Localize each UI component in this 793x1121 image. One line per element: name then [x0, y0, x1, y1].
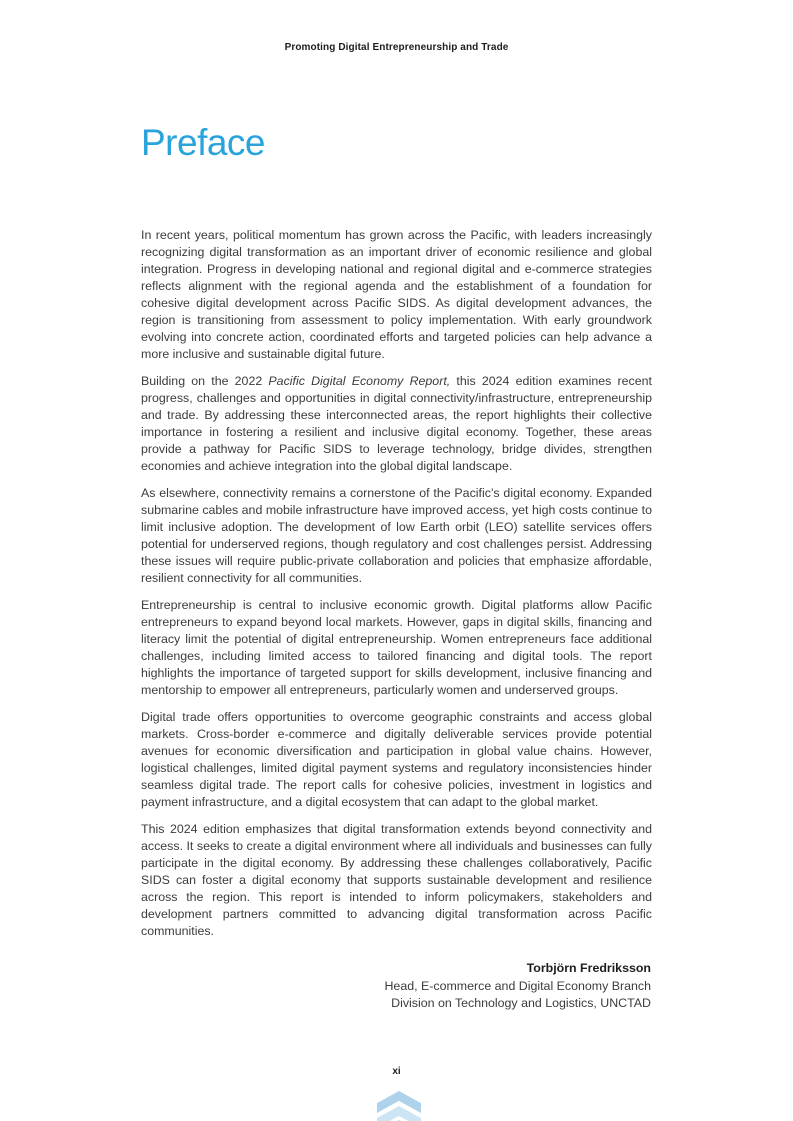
- paragraph: [141, 597, 652, 699]
- paragraph: [141, 227, 652, 363]
- preface-body: [141, 227, 652, 950]
- paragraph-text: Building on the 2022: [141, 374, 269, 388]
- paragraph-text: In recent years, political momentum has grown across the Pacific, with leaders increasingly recognizing digital transformation as an important driver of economic resilience and global integration. Progress in developing national and regional digital and e-commerce strategies reflects alignment with the regional agenda and the establishment of a foundation for cohesive digital development across Pacific SIDS. As digital development advances, the region is transitioning from assessment to policy implementation. With early groundwork evolving into concrete action, coordinated efforts and targeted policies can help advance a more inclusive and sustainable digital future.: [141, 228, 652, 361]
- paragraph: [141, 709, 652, 811]
- paragraph-text: this 2024 edition examines recent progress, challenges and opportunities in digital connectivity/infrastructure, entrepreneurship and trade. By addressing these interconnected areas, the report highlights their collective importance in fostering a resilient and inclusive digital economy. Together, these areas provide a pathway for Pacific SIDS to leverage technology, bridge divides, strengthen economies and achieve integration into the global digital landscape.: [141, 374, 652, 473]
- signature-division: Division on Technology and Logistics, UNCTAD: [391, 996, 651, 1010]
- page-title: Preface: [141, 122, 266, 163]
- paragraph-text: As elsewhere, connectivity remains a cornerstone of the Pacific’s digital economy. Expanded submarine cables and mobile infrastructure have improved access, yet high costs continue to limit inclusive adoption. The development of low Earth orbit (LEO) satellite services offers potential for underserved regions, though regulatory and cost challenges persist. Addressing these issues will require public-private collaboration and policies that emphasize affordable, resilient connectivity for all communities.: [141, 486, 652, 585]
- paragraph: [141, 373, 652, 475]
- signature-name: Torbjörn Fredriksson: [526, 961, 651, 975]
- running-header: Promoting Digital Entrepreneurship and Trade: [284, 42, 509, 53]
- paragraph: [141, 485, 652, 587]
- paragraph-text-italic: Pacific Digital Economy Report,: [268, 374, 451, 388]
- paragraph: [141, 821, 652, 940]
- paragraph-text: Digital trade offers opportunities to overcome geographic constraints and access global markets. Cross-border e-commerce and digitally deliverable services provide potential avenues for economic diversification and participation in global value chains. However, logistical challenges, limited digital payment systems and regulatory inconsistencies hinder seamless digital trade. The report calls for cohesive policies, investment in logistics and payment infrastructure, and a digital ecosystem that can adapt to the global market.: [141, 710, 652, 809]
- page-number: xi: [392, 1066, 401, 1077]
- paragraph-text: Entrepreneurship is central to inclusive economic growth. Digital platforms allow Pacific entrepreneurs to expand beyond local markets. However, gaps in digital skills, financing and literacy limit the potential of digital entrepreneurship. Women entrepreneurs face additional challenges, including limited access to tailored financing and digital tools. The report highlights the importance of targeted support for skills development, inclusive financing and mentorship to empower all entrepreneurs, particularly women and underserved groups.: [141, 598, 652, 697]
- signature-role: Head, E-commerce and Digital Economy Branch: [384, 978, 651, 993]
- signature-block: [384, 960, 651, 1013]
- paragraph-text: This 2024 edition emphasizes that digital transformation extends beyond connectivity and access. It seeks to create a digital environment where all individuals and businesses can fully participate in the digital economy. By addressing these challenges collaboratively, Pacific SIDS can foster a digital economy that supports sustainable development and resilience across the region. This report is intended to inform policymakers, stakeholders and development partners committed to advancing digital transformation across Pacific communities.: [141, 822, 652, 938]
- chevron-up-logo-icon: [377, 1091, 421, 1121]
